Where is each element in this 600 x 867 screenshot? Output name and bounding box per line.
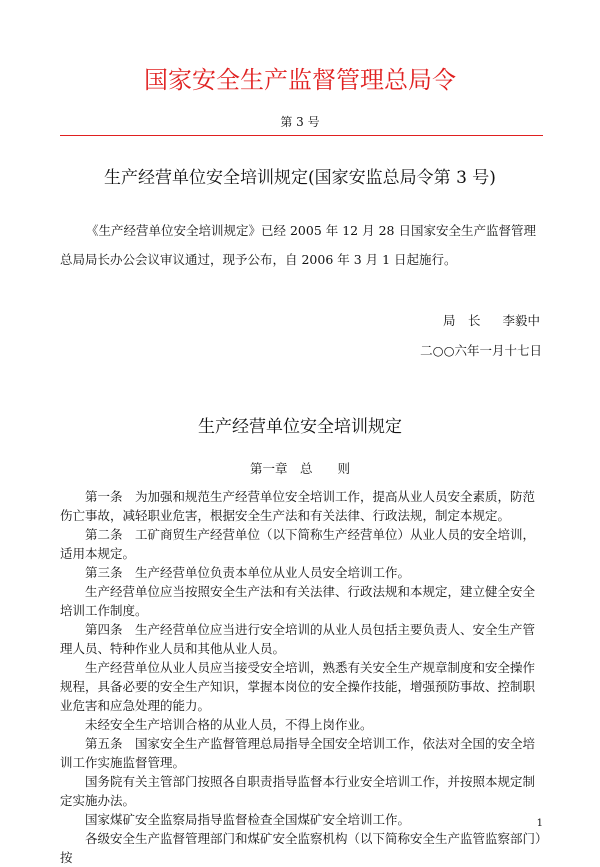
intro-paragraph: 《生产经营单位安全培训规定》已经 2005 年 12 月 28 日国家安全生产监督管理总局局长办公会议审议通过，现予公布，自 2006 年 3 月 1 日起施行。 [60, 223, 536, 267]
document-title: 生产经营单位安全培训规定(国家安监总局令第 3 号) [104, 168, 496, 188]
page-number: 1 [536, 818, 543, 829]
issuer-title: 国家安全生产监督管理总局令 [144, 66, 456, 94]
signer-role: 局 长 [442, 313, 481, 328]
paragraph: 第二条 工矿商贸生产经营单位（以下简称生产经营单位）从业人员的安全培训，适用本规定。 [60, 527, 536, 561]
issue-date: 二○○六年一月十七日 [420, 343, 542, 358]
paragraph: 未经安全生产培训合格的从业人员，不得上岗作业。 [85, 717, 373, 732]
red-divider [60, 135, 543, 136]
paragraph: 第五条 国家安全生产监督管理总局指导全国安全培训工作，依法对全国的安全培训工作实施监督管理。 [60, 736, 536, 770]
regulation-body [60, 487, 543, 867]
regulation-title: 生产经营单位安全培训规定 [198, 417, 402, 437]
signature-line [443, 311, 540, 329]
paragraph: 各级安全生产监督管理部门和煤矿安全监察机构（以下简称安全生产监管监察部门）按 [60, 831, 542, 865]
paragraph: 生产经营单位从业人员应当接受安全培训，熟悉有关安全生产规章制度和安全操作规程，具备必要的安全生产知识，掌握本岗位的安全操作技能，增强预防事故、控制职业危害和应急处理的能力。 [60, 660, 536, 713]
paragraph: 第三条 生产经营单位负责本单位从业人员安全培训工作。 [85, 565, 411, 580]
chapter-heading: 第一章 总 则 [249, 461, 350, 476]
paragraph: 生产经营单位应当按照安全生产法和有关法律、行政法规和本规定，建立健全安全培训工作制度。 [60, 584, 536, 618]
paragraph: 第一条 为加强和规范生产经营单位安全培训工作，提高从业人员安全素质，防范伤亡事故，减轻职业危害，根据安全生产法和有关法律、行政法规，制定本规定。 [60, 489, 536, 523]
signer-name: 李毅中 [502, 313, 540, 328]
paragraph: 国务院有关主管部门按照各自职责指导监督本行业安全培训工作，并按照本规定制定实施办法。 [60, 774, 536, 808]
order-number: 第 3 号 [280, 115, 320, 129]
paragraph: 第四条 生产经营单位应当进行安全培训的从业人员包括主要负责人、安全生产管理人员、特种作业人员和其他从业人员。 [60, 622, 536, 656]
paragraph: 国家煤矿安全监察局指导监督检查全国煤矿安全培训工作。 [85, 812, 411, 827]
